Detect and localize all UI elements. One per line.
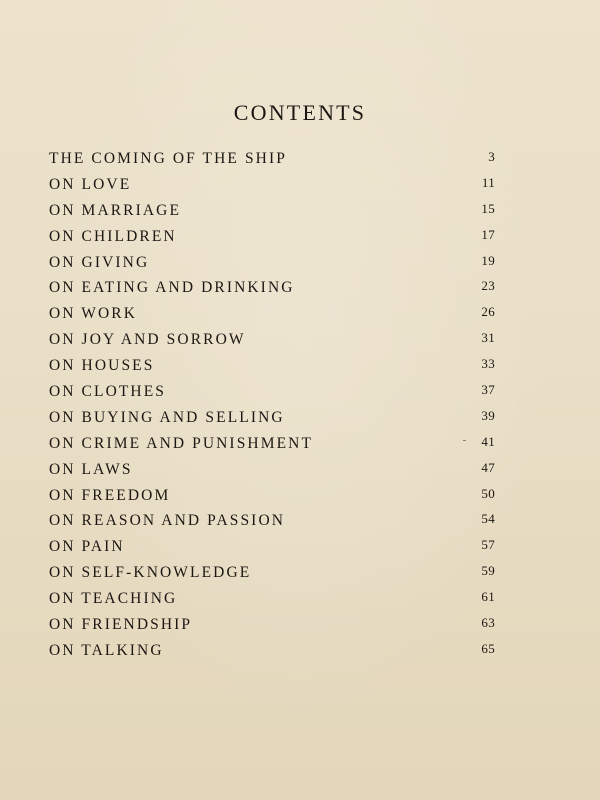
entry-page-number: 33 bbox=[481, 356, 495, 372]
toc-entry bbox=[49, 353, 499, 379]
toc-entry bbox=[49, 638, 499, 664]
entry-title: ON HOUSES bbox=[49, 357, 155, 375]
entry-title: ON LAWS bbox=[49, 460, 133, 478]
entry-page-number: 37 bbox=[481, 382, 495, 398]
entry-title: ON MARRIAGE bbox=[49, 201, 182, 219]
entry-title: ON FREEDOM bbox=[49, 486, 171, 504]
entry-page-number: 31 bbox=[481, 330, 495, 346]
entry-page-number: 17 bbox=[481, 226, 495, 242]
toc-entry bbox=[49, 457, 499, 483]
entry-page-number: 3 bbox=[488, 149, 495, 164]
toc-entry bbox=[49, 198, 499, 224]
toc-entry bbox=[49, 483, 499, 509]
entry-page-number: 50 bbox=[481, 485, 495, 501]
ink-speck bbox=[463, 440, 466, 441]
entry-page-number: 11 bbox=[481, 174, 495, 190]
entry-title: ON LOVE bbox=[49, 175, 132, 193]
toc-entry bbox=[49, 612, 499, 638]
entry-page-number: 59 bbox=[481, 563, 495, 579]
entry-page-number: 61 bbox=[481, 589, 495, 605]
table-of-contents bbox=[49, 146, 499, 664]
toc-entry bbox=[49, 431, 499, 457]
entry-page-number: 15 bbox=[481, 200, 495, 216]
entry-title: ON FRIENDSHIP bbox=[49, 616, 193, 634]
entry-title: ON WORK bbox=[49, 305, 138, 323]
entry-title: ON CHILDREN bbox=[49, 227, 177, 245]
entry-page-number: 57 bbox=[481, 537, 495, 553]
entry-title: ON TEACHING bbox=[49, 590, 178, 608]
entry-page-number: 63 bbox=[481, 615, 495, 631]
entry-page-number: 54 bbox=[481, 511, 495, 527]
contents-heading: CONTENTS bbox=[233, 100, 367, 125]
toc-entry bbox=[49, 146, 499, 172]
entry-page-number: 26 bbox=[481, 304, 495, 320]
entry-page-number: 19 bbox=[481, 252, 495, 268]
entry-title: ON CLOTHES bbox=[49, 383, 167, 401]
toc-entry bbox=[49, 224, 499, 250]
entry-title: ON JOY AND SORROW bbox=[49, 331, 246, 349]
entry-title: ON SELF-KNOWLEDGE bbox=[49, 564, 252, 582]
entry-title: ON REASON AND PASSION bbox=[49, 512, 286, 530]
toc-entry bbox=[49, 508, 499, 534]
entry-title: ON CRIME AND PUNISHMENT bbox=[49, 434, 314, 452]
entry-page-number: 23 bbox=[481, 278, 495, 294]
toc-entry bbox=[49, 379, 499, 405]
entry-title: ON BUYING AND SELLING bbox=[49, 408, 285, 426]
entry-page-number: 65 bbox=[481, 640, 495, 656]
toc-entry bbox=[49, 586, 499, 612]
toc-entry bbox=[49, 172, 499, 198]
entry-title: THE COMING OF THE SHIP bbox=[49, 150, 287, 167]
entry-page-number: 41 bbox=[481, 433, 495, 449]
entry-title: ON PAIN bbox=[49, 538, 125, 556]
toc-entry bbox=[49, 301, 499, 327]
entry-page-number: 39 bbox=[481, 407, 495, 423]
toc-entry bbox=[49, 275, 499, 301]
entry-title: ON TALKING bbox=[49, 641, 164, 659]
toc-entry bbox=[49, 560, 499, 586]
toc-entry bbox=[49, 405, 499, 431]
toc-entry bbox=[49, 327, 499, 353]
toc-entry bbox=[49, 250, 499, 276]
entry-page-number: 47 bbox=[481, 459, 495, 475]
entry-title: ON EATING AND DRINKING bbox=[49, 279, 295, 297]
entry-title: ON GIVING bbox=[49, 253, 150, 271]
toc-entry bbox=[49, 534, 499, 560]
